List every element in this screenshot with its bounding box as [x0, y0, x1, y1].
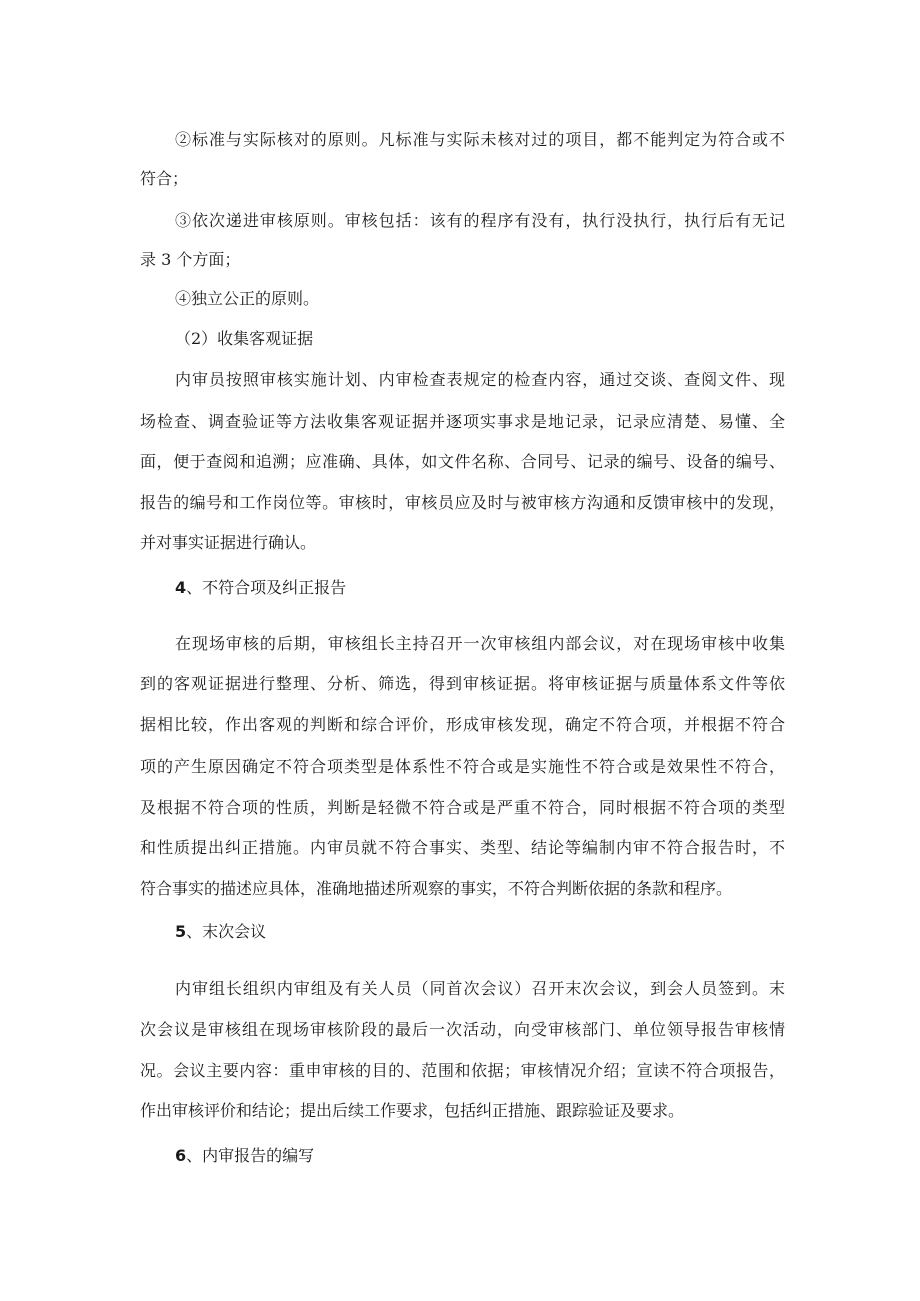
- section-heading-5: [175, 922, 266, 942]
- paragraph-line: 作出审核评价和结论；提出后续工作要求，包括纠正措施、跟踪验证及要求。: [140, 1101, 685, 1120]
- paragraph-line: 并对事实证据进行确认。: [140, 533, 317, 552]
- paragraph-line: 项的产生原因确定不符合项类型是体系性不符合或是实施性不符合或是效果性不符合，: [140, 757, 786, 776]
- paragraph-line: 及根据不符合项的性质，判断是轻微不符合或是严重不符合，同时根据不符合项的类型: [140, 798, 786, 817]
- paragraph-line: ④独立公正的原则。: [175, 289, 320, 308]
- paragraph-line: 内审组长组织内审组及有关人员（同首次会议）召开末次会议，到会人员签到。末: [175, 979, 786, 998]
- paragraph-line: 次会议是审核组在现场审核阶段的最后一次活动，向受审核部门、单位领导报告审核情: [140, 1020, 786, 1039]
- paragraph-line: ③依次递进审核原则。审核包括：该有的程序有没有，执行没执行，执行后有无记: [175, 211, 786, 230]
- paragraph-line: 据相比较，作出客观的判断和综合评价，形成审核发现，确定不符合项，并根据不符合: [140, 715, 786, 734]
- paragraph-line: 录 3 个方面；: [140, 250, 241, 269]
- paragraph-line: 况。会议主要内容：重申审核的目的、范围和依据；审核情况介绍；宣读不符合项报告，: [140, 1061, 786, 1080]
- paragraph-line: 内审员按照审核实施计划、内审检查表规定的检查内容，通过交谈、查阅文件、现: [175, 370, 786, 389]
- paragraph-line: 到的客观证据进行整理、分析、筛选，得到审核证据。将审核证据与质量体系文件等依: [140, 674, 786, 693]
- section-heading-4: [175, 578, 346, 598]
- subsection-heading: （2）收集客观证据: [175, 329, 314, 348]
- section-number: 4: [175, 578, 187, 597]
- paragraph-line: 和性质提出纠正措施。内审员就不符合事实、类型、结论等编制内审不符合报告时，不: [140, 838, 786, 857]
- section-title: 、内审报告的编写: [186, 1146, 315, 1165]
- section-title: 、末次会议: [186, 922, 267, 941]
- section-number: 6: [175, 1146, 187, 1165]
- paragraph-line: 符合事实的描述应具体，准确地描述所观察的事实，不符合判断依据的条款和程序。: [140, 879, 733, 898]
- paragraph-line: ②标准与实际核对的原则。凡标准与实际未核对过的项目，都不能判定为符合或不: [175, 130, 786, 149]
- paragraph-line: 场检查、调查验证等方法收集客观证据并逐项实事求是地记录，记录应清楚、易懂、全: [140, 412, 786, 431]
- section-title: 、不符合项及纠正报告: [186, 578, 347, 597]
- paragraph-line: 符合；: [140, 169, 189, 188]
- paragraph-line: 在现场审核的后期，审核组长主持召开一次审核组内部会议，对在现场审核中收集: [175, 634, 786, 653]
- section-heading-6: [175, 1146, 314, 1166]
- paragraph-line: 面，便于查阅和追溯；应准确、具体，如文件名称、合同号、记录的编号、设备的编号、: [140, 452, 786, 471]
- section-number: 5: [175, 922, 187, 941]
- paragraph-line: 报告的编号和工作岗位等。审核时，审核员应及时与被审核方沟通和反馈审核中的发现，: [140, 493, 786, 512]
